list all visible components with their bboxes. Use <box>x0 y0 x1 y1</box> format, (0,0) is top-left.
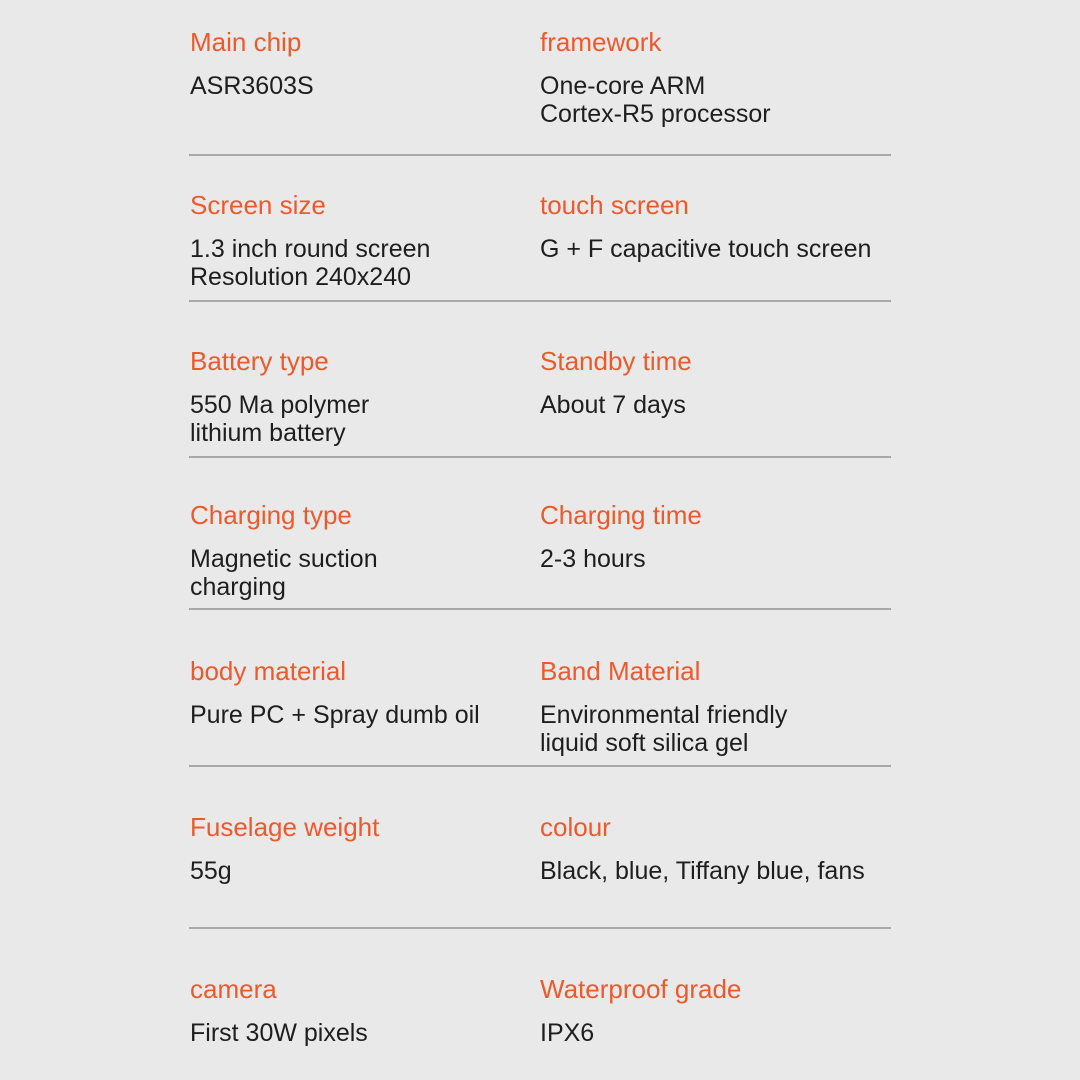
spec-label: camera <box>190 974 277 1004</box>
row-divider <box>189 154 891 156</box>
spec-label: colour <box>540 812 611 842</box>
spec-waterproof-grade <box>540 974 920 1047</box>
spec-label: Waterproof grade <box>540 974 742 1004</box>
spec-value: 550 Ma polymer lithium battery <box>190 391 370 447</box>
row-divider <box>189 608 891 610</box>
row-divider <box>189 765 891 767</box>
spec-colour <box>540 812 920 885</box>
spec-charging-time <box>540 500 920 573</box>
spec-label: Battery type <box>190 346 329 376</box>
spec-label: Fuselage weight <box>190 812 380 842</box>
spec-framework <box>540 27 920 128</box>
spec-fuselage-weight <box>190 812 570 885</box>
spec-value: ASR3603S <box>190 72 314 100</box>
spec-label: Standby time <box>540 346 692 376</box>
spec-value: 2-3 hours <box>540 545 646 573</box>
spec-camera <box>190 974 570 1047</box>
spec-label: Charging time <box>540 500 702 530</box>
spec-battery-type <box>190 346 570 447</box>
row-divider <box>189 300 891 302</box>
spec-label: Screen size <box>190 190 326 220</box>
spec-standby-time <box>540 346 920 419</box>
spec-screen-size <box>190 190 570 291</box>
spec-label: Main chip <box>190 27 302 57</box>
spec-label: framework <box>540 27 662 57</box>
spec-value: 55g <box>190 857 232 885</box>
spec-value: 1.3 inch round screen Resolution 240x240 <box>190 235 431 291</box>
spec-body-material <box>190 656 570 729</box>
row-divider <box>189 456 891 458</box>
spec-value: IPX6 <box>540 1019 595 1047</box>
spec-value: First 30W pixels <box>190 1019 368 1047</box>
spec-value: Black, blue, Tiffany blue, fans <box>540 857 865 885</box>
spec-band-material <box>540 656 920 757</box>
row-divider <box>189 927 891 929</box>
spec-charging-type <box>190 500 570 601</box>
spec-touch-screen <box>540 190 920 263</box>
spec-value: Pure PC + Spray dumb oil <box>190 701 480 729</box>
spec-label: body material <box>190 656 347 686</box>
spec-label: touch screen <box>540 190 689 220</box>
spec-value: About 7 days <box>540 391 686 419</box>
spec-main-chip <box>190 27 570 100</box>
spec-value: One-core ARM Cortex-R5 processor <box>540 72 771 128</box>
spec-value: Environmental friendly liquid soft silica gel <box>540 701 788 757</box>
spec-value: Magnetic suction charging <box>190 545 378 601</box>
spec-value: G + F capacitive touch screen <box>540 235 872 263</box>
spec-label: Band Material <box>540 656 701 686</box>
spec-label: Charging type <box>190 500 352 530</box>
